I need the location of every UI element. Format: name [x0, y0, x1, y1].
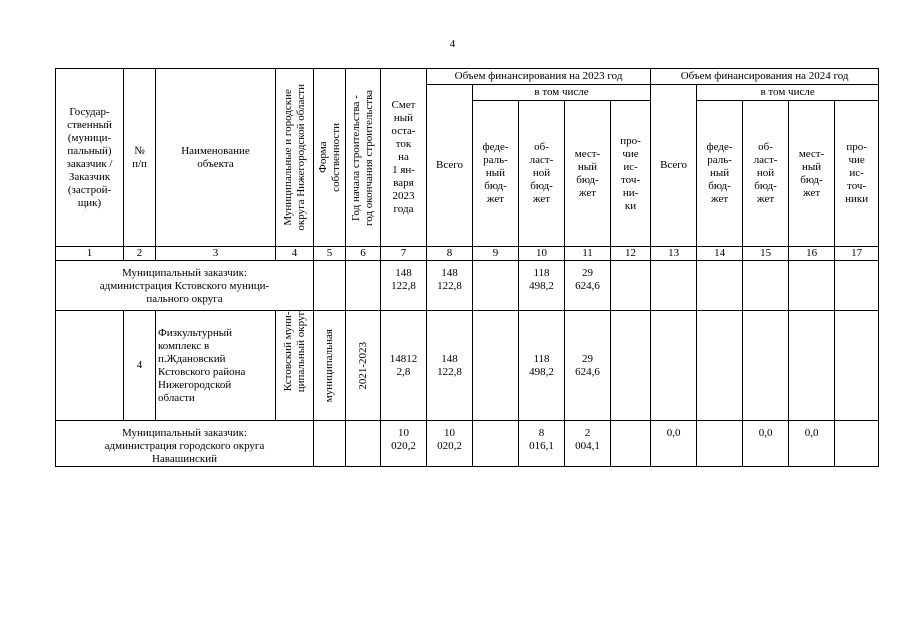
empty-cell: [346, 261, 381, 311]
header-row-1: [56, 69, 879, 85]
column-number: 9: [473, 247, 519, 261]
column-number: 14: [697, 247, 743, 261]
header-ownership-cell: [314, 69, 346, 247]
header-object-name: Наименование объекта: [156, 69, 276, 247]
object-row: [56, 311, 879, 421]
object-municipality: Кстовский муни- ципальный округ: [281, 311, 307, 393]
header-incl-2024: в том числе: [697, 85, 879, 101]
total-2024-value: [651, 311, 697, 421]
column-numbers-row: [56, 247, 879, 261]
remainder-value: 148 122,8: [381, 261, 427, 311]
total-2023-value: 10 020,2: [427, 421, 473, 467]
column-number: 7: [381, 247, 427, 261]
header-customer: Государ- ственный (муници- пальный) заказчик / Заказчик (застрой- щик): [56, 69, 124, 247]
column-number: 15: [743, 247, 789, 261]
column-number: 16: [789, 247, 835, 261]
other-2023-value: [611, 421, 651, 467]
column-number: 2: [124, 247, 156, 261]
federal-2023-value: [473, 421, 519, 467]
remainder-value: 14812 2,8: [381, 311, 427, 421]
local-2024-value: 0,0: [789, 421, 835, 467]
regional-2023-value: 118 498,2: [519, 261, 565, 311]
object-years: 2021-2023: [356, 341, 369, 390]
column-number: 4: [276, 247, 314, 261]
object-number: 4: [124, 311, 156, 421]
header-regional-2023: об- ласт- ной бюд- жет: [519, 101, 565, 247]
other-2023-value: [611, 311, 651, 421]
customer-navashino: Муниципальный заказчик: администрация городского округа Навашинский: [56, 421, 314, 467]
regional-2023-value: 118 498,2: [519, 311, 565, 421]
column-number: 1: [56, 247, 124, 261]
header-other-2024: про- чие ис- точ- ники: [835, 101, 879, 247]
local-2023-value: 29 624,6: [565, 261, 611, 311]
regional-2023-value: 8 016,1: [519, 421, 565, 467]
object-ownership-cell: [314, 311, 346, 421]
local-2024-value: [789, 261, 835, 311]
object-municipality-cell: [276, 311, 314, 421]
column-number: 12: [611, 247, 651, 261]
header-num: № п/п: [124, 69, 156, 247]
local-2023-value: 2 004,1: [565, 421, 611, 467]
empty-cell: [314, 261, 346, 311]
header-other-2023: про- чие ис- точ- ни- ки: [611, 101, 651, 247]
column-number: 13: [651, 247, 697, 261]
header-local-2023: мест- ный бюд- жет: [565, 101, 611, 247]
header-federal-2023: феде- раль- ный бюд- жет: [473, 101, 519, 247]
total-2023-value: 148 122,8: [427, 261, 473, 311]
customer-kstovo: Муниципальный заказчик: администрация Кстовского муници- пального округа: [56, 261, 314, 311]
column-number: 17: [835, 247, 879, 261]
federal-2024-value: [697, 421, 743, 467]
object-years-cell: [346, 311, 381, 421]
column-number: 8: [427, 247, 473, 261]
header-years: Год начала строительства - год окончания строительства: [350, 89, 375, 226]
remainder-value: 10 020,2: [381, 421, 427, 467]
header-incl-2023: в том числе: [473, 85, 651, 101]
other-2023-value: [611, 261, 651, 311]
customer-row-kstovo: [56, 261, 879, 311]
header-federal-2024: феде- раль- ный бюд- жет: [697, 101, 743, 247]
empty-cell: [346, 421, 381, 467]
header-funding-2023: Объем финансирования на 2023 год: [427, 69, 651, 85]
column-number: 6: [346, 247, 381, 261]
other-2024-value: [835, 261, 879, 311]
federal-2023-value: [473, 261, 519, 311]
header-funding-2024: Объем финансирования на 2024 год: [651, 69, 879, 85]
object-name: Физкультурный комплекс в п.Ждановский Кстовского района Нижегородской области: [156, 311, 276, 421]
regional-2024-value: [743, 261, 789, 311]
header-total-2024: Всего: [651, 85, 697, 247]
other-2024-value: [835, 311, 879, 421]
header-years-cell: [346, 69, 381, 247]
column-number: 11: [565, 247, 611, 261]
header-total-2023: Всего: [427, 85, 473, 247]
customer-row-navashino: [56, 421, 879, 467]
federal-2024-value: [697, 261, 743, 311]
column-number: 5: [314, 247, 346, 261]
header-remainder: Смет ный оста- ток на 1 ян- варя 2023 года: [381, 69, 427, 247]
header-municipality-cell: [276, 69, 314, 247]
empty-cell: [56, 311, 124, 421]
federal-2024-value: [697, 311, 743, 421]
page-number: 4: [449, 38, 456, 50]
other-2024-value: [835, 421, 879, 467]
federal-2023-value: [473, 311, 519, 421]
local-2023-value: 29 624,6: [565, 311, 611, 421]
regional-2024-value: 0,0: [743, 421, 789, 467]
total-2024-value: [651, 261, 697, 311]
header-municipality: Муниципальные и городские округа Нижегородской области: [281, 84, 307, 231]
local-2024-value: [789, 311, 835, 421]
empty-cell: [314, 421, 346, 467]
header-ownership: Форма собственности: [316, 123, 342, 192]
total-2023-value: 148 122,8: [427, 311, 473, 421]
header-regional-2024: об- ласт- ной бюд- жет: [743, 101, 789, 247]
total-2024-value: 0,0: [651, 421, 697, 467]
regional-2024-value: [743, 311, 789, 421]
financing-table: [55, 68, 879, 467]
object-ownership: муниципальная: [323, 328, 335, 403]
column-number: 3: [156, 247, 276, 261]
column-number: 10: [519, 247, 565, 261]
header-local-2024: мест- ный бюд- жет: [789, 101, 835, 247]
